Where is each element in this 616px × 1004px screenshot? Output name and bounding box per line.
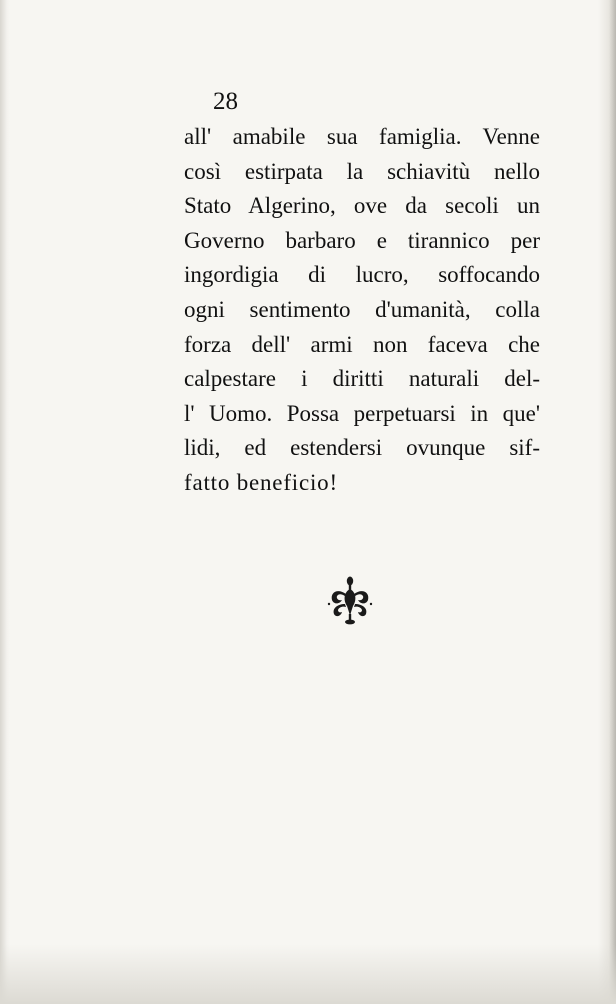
text-line: forza dell' armi non faceva che: [184, 331, 540, 357]
text-line: calpestare i diritti naturali del-: [184, 366, 540, 392]
fleuron-icon: [326, 574, 374, 626]
page-number: 28: [213, 88, 238, 115]
text-line: così estirpata la schiavitù nello: [184, 158, 540, 184]
page-left-edge: [0, 0, 10, 1004]
page-bottom-edge: [0, 944, 616, 1004]
text-line-last: fatto beneficio!: [184, 469, 338, 495]
page-right-edge: [598, 0, 616, 1004]
text-line: lidi, ed estendersi ovunque sif-: [184, 435, 540, 461]
text-line: ogni sentimento d'umanità, colla: [184, 296, 540, 322]
body-text: [184, 120, 540, 501]
text-line: ingordigia di lucro, soffocando: [184, 262, 540, 288]
text-line: Governo barbaro e tirannico per: [184, 227, 540, 253]
text-line: l' Uomo. Possa perpetuarsi in que': [184, 400, 540, 426]
text-line: all' amabile sua famiglia. Venne: [184, 124, 540, 149]
text-line: Stato Algerino, ove da secoli un: [184, 193, 540, 219]
